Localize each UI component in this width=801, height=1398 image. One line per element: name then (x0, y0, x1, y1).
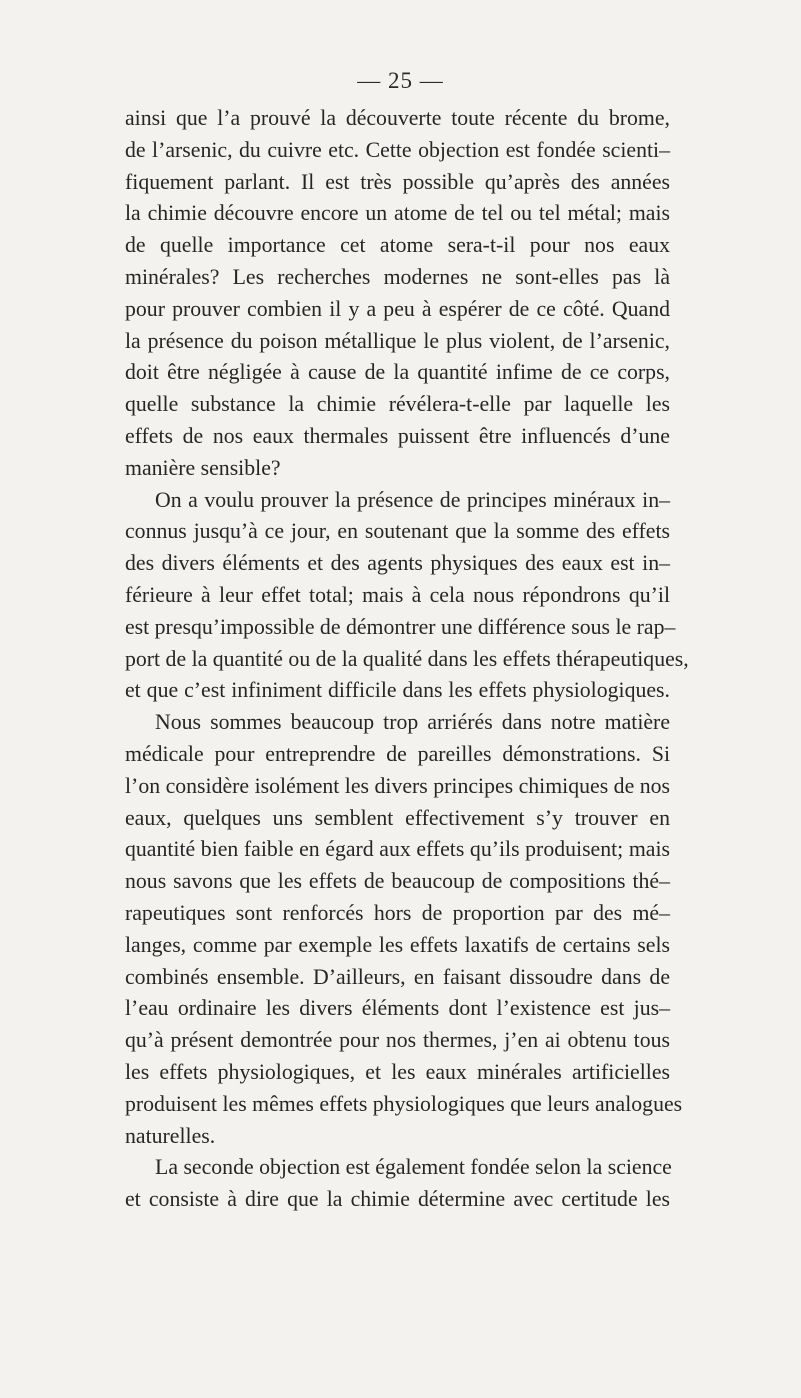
text-line: la chimie découvre encore un atome de tel ou tel métal; mais (125, 201, 670, 226)
page-number: — 25 — (357, 68, 444, 93)
text-line: nous savons que les effets de beaucoup de compositions thé– (125, 869, 670, 894)
text-line: médicale pour entreprendre de pareilles démonstrations. Si (125, 741, 670, 766)
text-line: férieure à leur effet total; mais à cela nous répondrons qu’il (125, 582, 670, 607)
text-line: et que c’est infiniment difficile dans les effets physiologiques. (125, 678, 670, 703)
text-line: qu’à présent demontrée pour nos thermes, j’en ai obtenu tous (125, 1028, 670, 1053)
text-line: l’eau ordinaire les divers éléments dont l’existence est jus– (125, 996, 670, 1021)
text-line: quantité bien faible en égard aux effets qu’ils produisent; mais (125, 837, 670, 862)
body-text (125, 103, 689, 1216)
text-line: quelle substance la chimie révélera-t-elle par laquelle les (125, 392, 670, 417)
text-line: fiquement parlant. Il est très possible qu’après des années (125, 169, 670, 194)
text-line: combinés ensemble. D’ailleurs, en faisant dissoudre dans de (125, 964, 670, 989)
text-line: minérales? Les recherches modernes ne sont-elles pas là (125, 264, 670, 289)
text-line: des divers éléments et des agents physiques des eaux est in– (125, 551, 670, 576)
text-line: ainsi que l’a prouvé la découverte toute récente du brome, (125, 106, 670, 130)
text-line: langes, comme par exemple les effets laxatifs de certains sels (125, 932, 670, 957)
text-line: de quelle importance cet atome sera-t-il pour nos eaux (125, 233, 670, 258)
text-line: La seconde objection est également fondée selon la science (155, 1155, 672, 1180)
text-line: produisent les mêmes effets physiologiques que leurs analogues (125, 1091, 683, 1116)
text-line: doit être négligée à cause de la quantité infime de ce corps, (125, 360, 670, 385)
text-line: naturelles. (125, 1123, 216, 1148)
text-line: les effets physiologiques, et les eaux minérales artificielles (125, 1059, 670, 1084)
text-line: et consiste à dire que la chimie détermine avec certitude les (125, 1187, 670, 1212)
text-line: port de la quantité ou de la qualité dans les effets thérapeutiques, (125, 646, 689, 671)
text-line: pour prouver combien il y a peu à espérer de ce côté. Quand (125, 296, 670, 321)
text-line: est presqu’impossible de démontrer une différence sous le rap– (125, 614, 676, 639)
text-line: connus jusqu’à ce jour, en soutenant que la somme des effets (125, 519, 670, 544)
text-line: manière sensible? (125, 455, 281, 480)
text-line: rapeutiques sont renforcés hors de proportion par des mé– (125, 900, 670, 925)
text-line: la présence du poison métallique le plus violent, de l’arsenic, (125, 328, 670, 353)
text-line: Nous sommes beaucoup trop arriérés dans notre matière (155, 710, 670, 735)
text-line: de l’arsenic, du cuivre etc. Cette objection est fondée scienti– (125, 137, 670, 162)
text-line: On a voulu prouver la présence de principes minéraux in– (155, 487, 670, 512)
text-line: effets de nos eaux thermales puissent être influencés d’une (125, 423, 670, 448)
text-line: l’on considère isolément les divers principes chimiques de nos (125, 773, 670, 798)
text-line: eaux, quelques uns semblent effectivement s’y trouver en (125, 805, 670, 830)
